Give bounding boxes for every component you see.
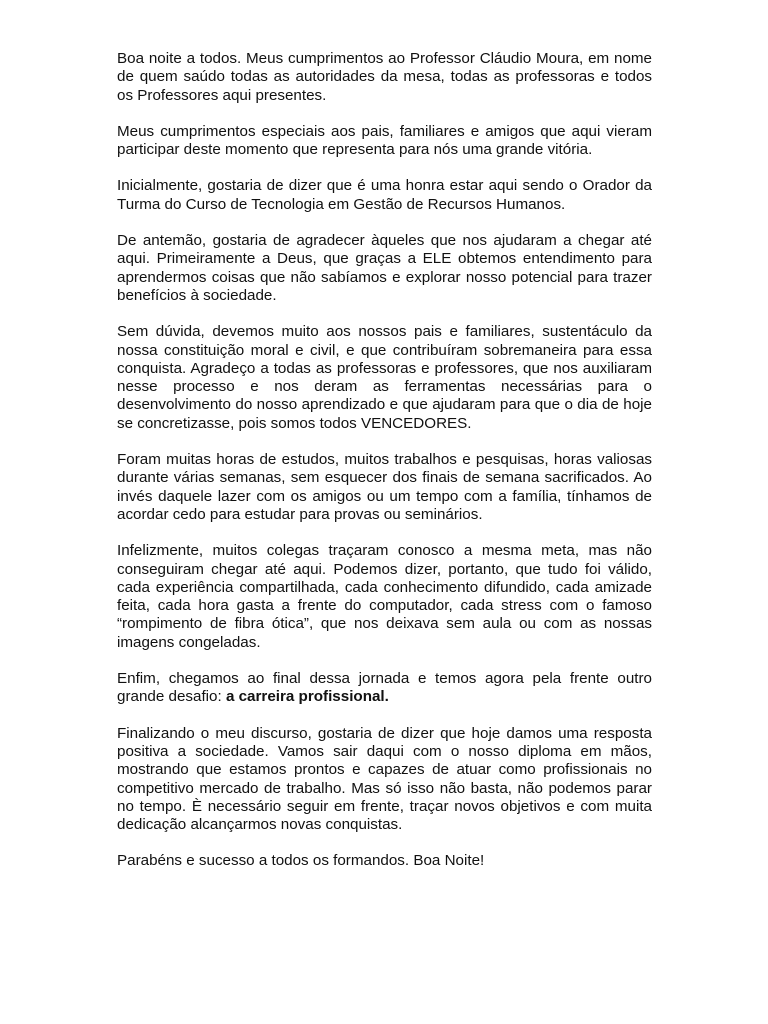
paragraph-thanks-family-teachers: Sem dúvida, devemos muito aos nossos pais e familiares, sustentáculo da nossa constituição moral e civil, e que contribuíram sobremaneira para essa conquista. Agradeço a todas as professoras e professores, que nos auxiliaram nesse processo e nos deram as ferramentas necessárias para o desenvolvimento do nosso aprendizado e que ajudaram para que o dia de hoje se concretizasse, pois somos todos VENCEDORES. [117, 323, 652, 432]
paragraph-farewell: Parabéns e sucesso a todos os formandos. Boa Noite! [117, 852, 485, 870]
paragraph-study-hours: Foram muitas horas de estudos, muitos trabalhos e pesquisas, horas valiosas durante várias semanas, sem esquecer dos finais de semana sacrificados. Ao invés daquele lazer com os amigos ou um tempo com a família, tínhamos de acordar cedo para estudar para provas ou seminários. [117, 451, 652, 523]
career-emphasis: a carreira profissional. [225, 688, 389, 706]
paragraph-greeting: Boa noite a todos. Meus cumprimentos ao Professor Cláudio Moura, em nome de quem saúdo todas as autoridades da mesa, todas as professoras e todos os Professores aqui presentes. [117, 50, 652, 104]
paragraph-thanks-god: De antemão, gostaria de agradecer àqueles que nos ajudaram a chegar até aqui. Primeiramente a Deus, que graças a ELE obtemos entendimento para aprendermos coisas que não sabíamos e explorar nosso potencial para trazer benefícios à sociedade. [117, 232, 652, 304]
paragraph-introduction: Inicialmente, gostaria de dizer que é uma honra estar aqui sendo o Orador da Turma do Curso de Tecnologia em Gestão de Recursos Humanos. [117, 177, 652, 213]
paragraph-colleagues: Infelizmente, muitos colegas traçaram conosco a mesma meta, mas não conseguiram chegar até aqui. Podemos dizer, portanto, que tudo foi válido, cada experiência compartilhada, cada conhecimento difundido, cada amizade feita, cada hora gasta a frente do computador, cada stress com o famoso “rompimento de fibra ótica”, que nos deixava sem aula ou com as nossas imagens congeladas. [117, 542, 652, 651]
paragraph-closing: Finalizando o meu discurso, gostaria de dizer que hoje damos uma resposta positiva a sociedade. Vamos sair daqui com o nosso diploma em mãos, mostrando que estamos prontos e capazes de atuar como profissionais no competitivo mercado de trabalho. Mas só isso não basta, não podemos parar no tempo. È necessário seguir em frente, traçar novos objetivos e com muita dedicação alcançarmos novas conquistas. [117, 724, 652, 834]
paragraph-family-greeting: Meus cumprimentos especiais aos pais, familiares e amigos que aqui vieram participar deste momento que representa para nós uma grande vitória. [117, 122, 652, 159]
speech-document [117, 50, 652, 889]
paragraph-new-challenge-text: Enfim, chegamos ao final dessa jornada e temos agora pela frente outro grande desafio: [117, 670, 652, 706]
paragraph-new-challenge [117, 670, 652, 707]
